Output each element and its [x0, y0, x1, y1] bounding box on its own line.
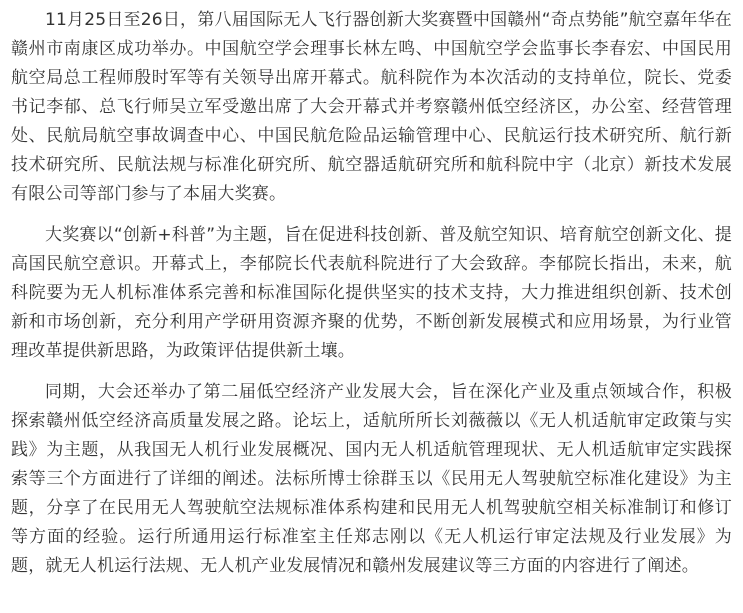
- article-paragraph-3: 同期，大会还举办了第二届低空经济产业发展大会，旨在深化产业及重点领域合作，积极探索赣州低空经济高质量发展之路。论坛上，适航所所长刘薇薇以《无人机适航审定政策与实践》为主题，从我国无人机行业发展概况、国内无人机适航管理现状、无人机适航审定实践探索等三个方面进行了详细的阐述。法标所博士徐群玉以《民用无人驾驶航空标准化建设》为主题，分享了在民用无人驾驶航空法规标准体系构建和民用无人机驾驶航空相关标准制订和修订等方面的经验。运行所通用运行标准室主任郑志刚以《无人机运行审定法规及行业发展》为题，就无人机运行法规、无人机产业发展情况和赣州发展建议等三方面的内容进行了阐述。: [11, 382, 732, 576]
- article-paragraph-2: 大奖赛以“创新+科普”为主题，旨在促进科技创新、普及航空知识、培育航空创新文化、提高国民航空意识。开幕式上，李郁院长代表航科院进行了大会致辞。李郁院长指出，未来，航科院要为无人机标准体系完善和标准国际化提供坚实的技术支持，大力推进组织创新、技术创新和市场创新，充分利用产学研用资源齐聚的优势，不断创新发展模式和应用场景，为行业管理改革提供新思路，为政策评估提供新土壤。: [11, 225, 732, 361]
- article-paragraph-1: 11月25日至26日，第八届国际无人飞行器创新大奖赛暨中国赣州“奇点势能”航空嘉年华在赣州市南康区成功举办。中国航空学会理事长林左鸣、中国航空学会监事长李春宏、中国民用航空局总工程师殷时军等有关领导出席开幕式。航科院作为本次活动的支持单位，院长、党委书记李郁、总飞行师吴立军受邀出席了大会开幕式并考察赣州低空经济区，办公室、经营管理处、民航局航空事故调查中心、中国民航危险品运输管理中心、民航运行技术研究所、航行新技术研究所、民航法规与标准化研究所、航空器适航研究所和航科院中宇（北京）新技术发展有限公司等部门参与了本届大奖赛。: [11, 10, 732, 204]
